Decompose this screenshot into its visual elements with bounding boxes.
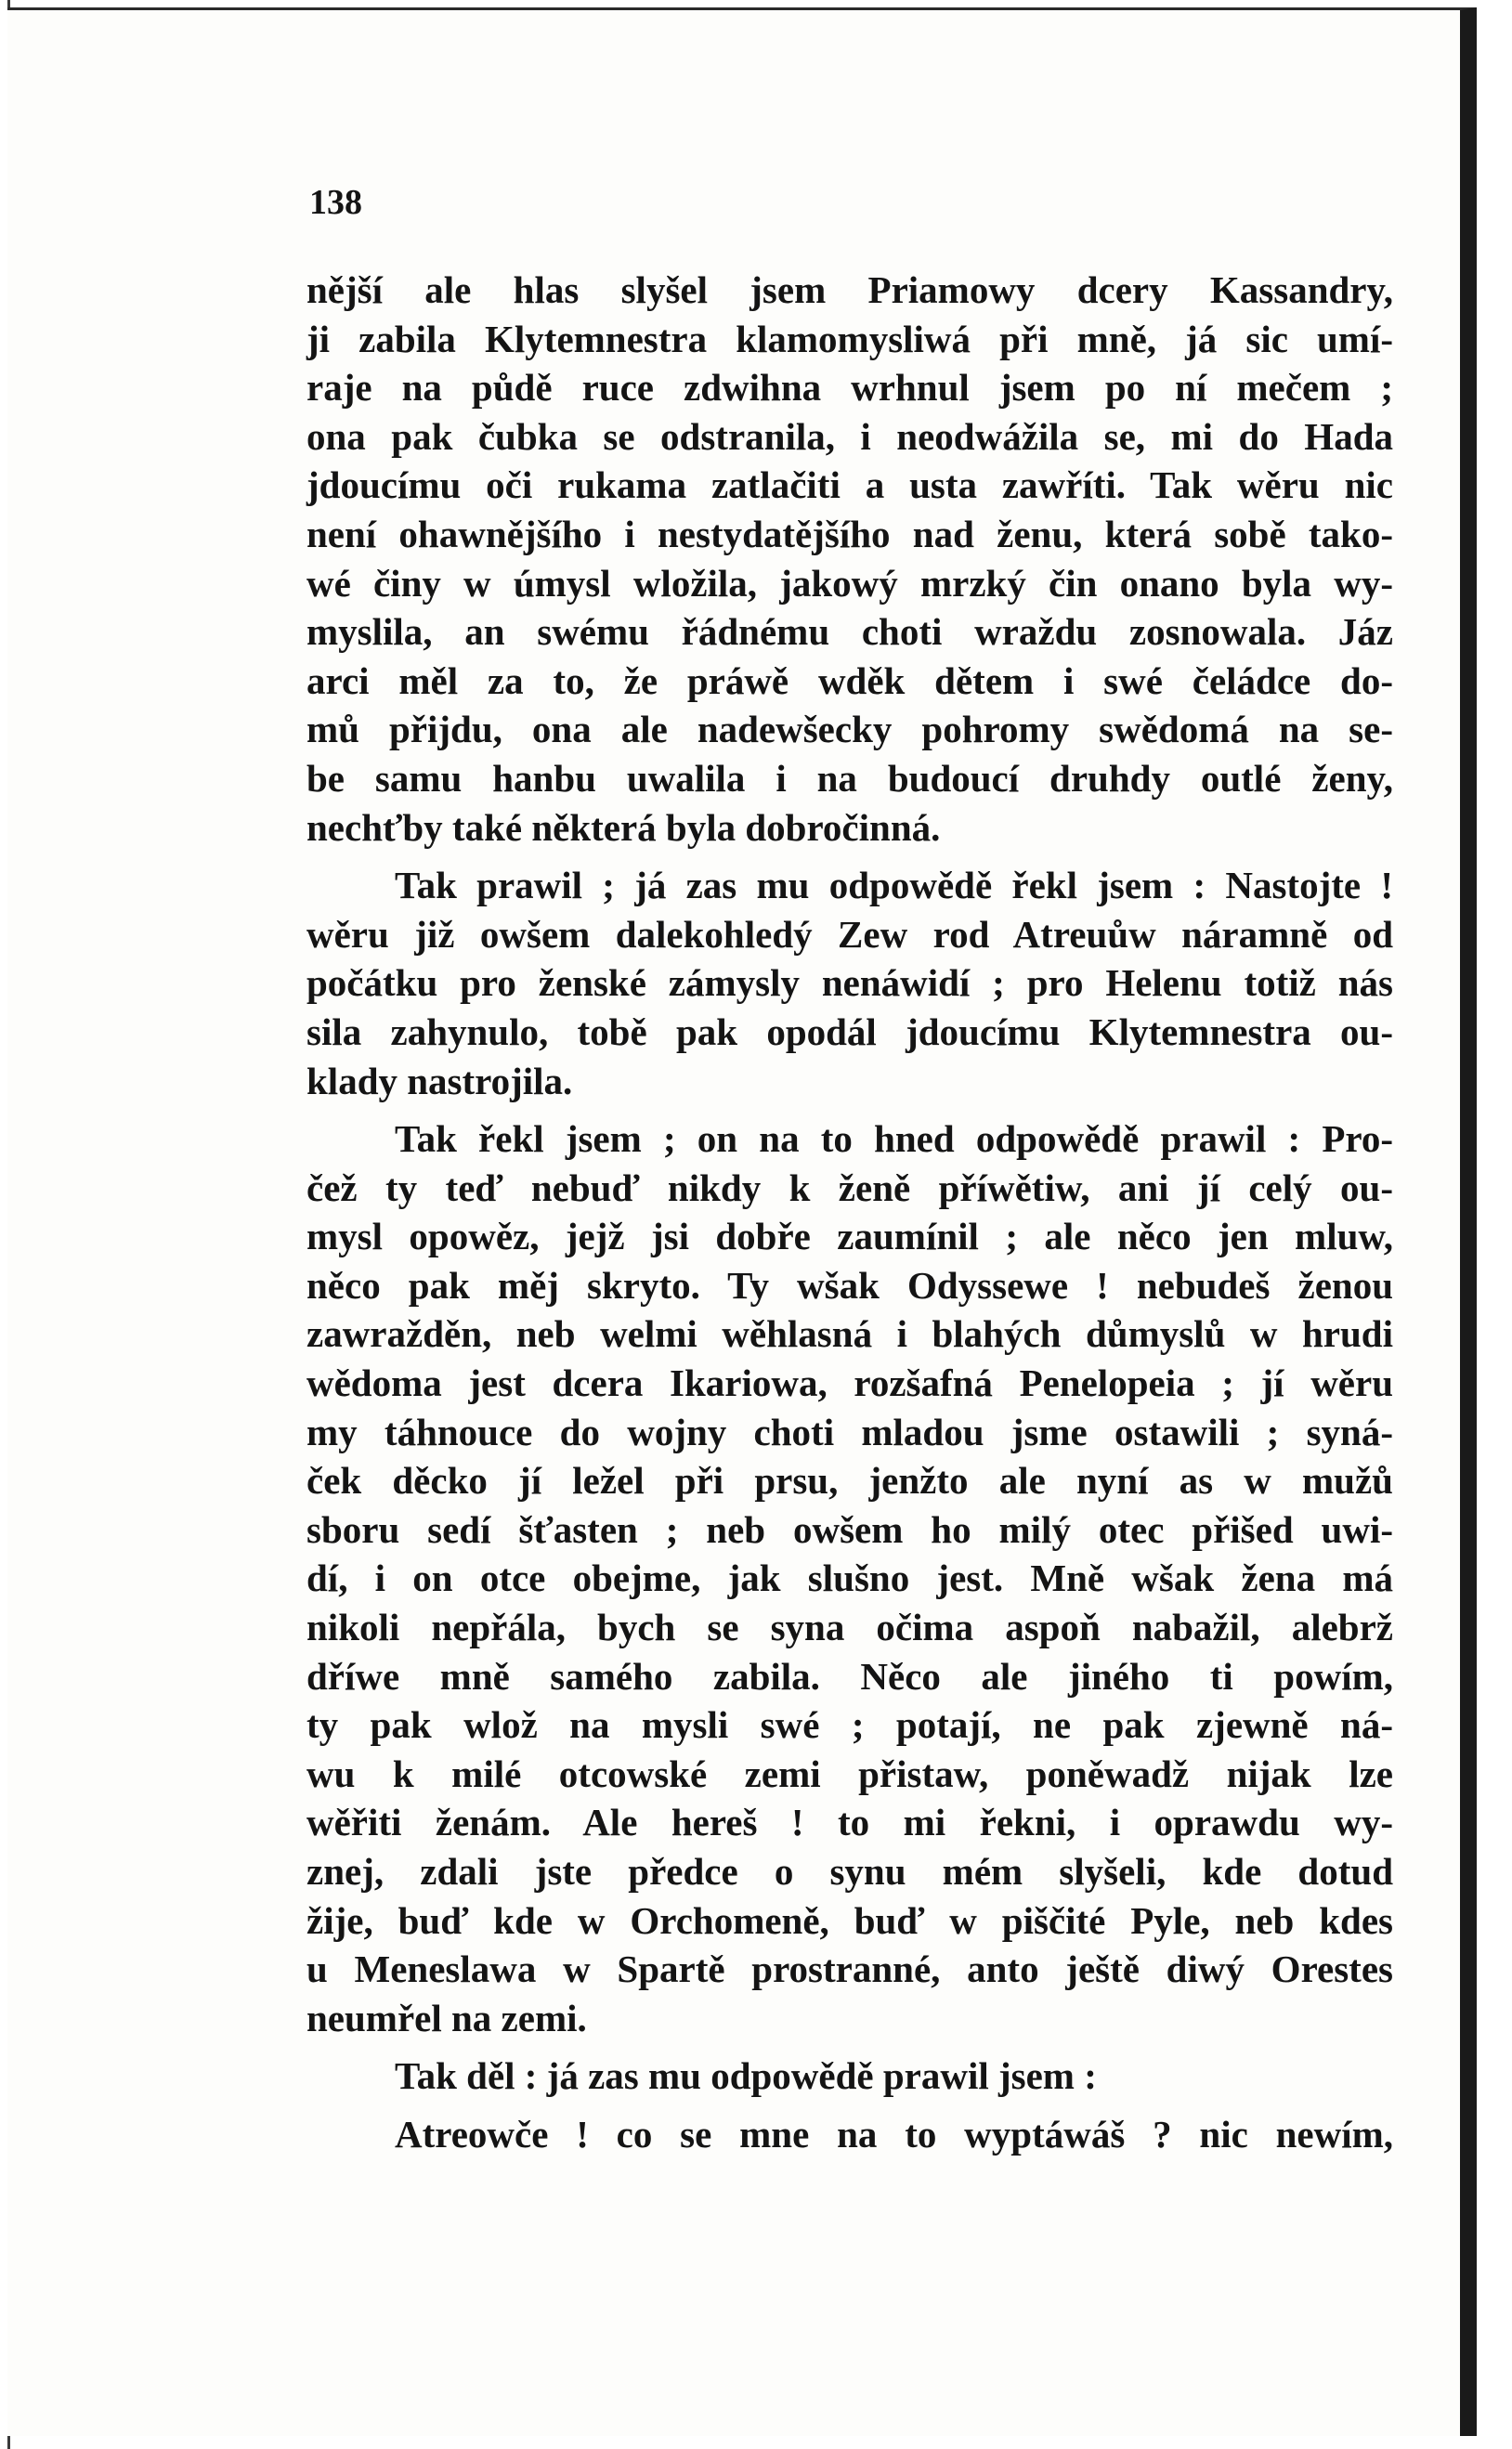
text-line: nechťby také některá byla dobročinná. <box>306 805 941 849</box>
text-line: wěru již owšem dalekohledý Zew rod Atreuůw náramně od <box>306 912 1393 956</box>
text-line: ji zabila Klytemnestra klamomysliwá při mně, já sic umí- <box>306 317 1393 360</box>
text-line: u Meneslawa w Spartě prostranné, anto ještě diwý Orestes <box>306 1947 1393 1991</box>
text-line: raje na půdě ruce zdwihna wrhnul jsem po ní mečem ; <box>306 366 1393 410</box>
text-line: my táhnouce do wojny choti mladou jsme ostawili ; syná- <box>306 1410 1393 1453</box>
text-line: sboru sedí šťasten ; neb owšem ho milý otec přišed uwi- <box>306 1507 1393 1551</box>
text-line: be samu hanbu uwalila i na budoucí druhdy outlé ženy, <box>306 756 1393 800</box>
text-line: sila zahynulo, tobě pak opodál jdoucímu Klytemnestra ou- <box>306 1010 1393 1053</box>
paragraph-4 <box>306 2052 1393 2101</box>
text-line: počátku pro ženské zámysly nenáwidí ; pro Helenu totiž nás <box>306 961 1393 1005</box>
text-line: znej, zdali jste předce o synu mém slyšeli, kde dotud <box>306 1850 1393 1893</box>
text-line: ona pak čubka se odstranila, i neodwážila se, mi do Hada <box>306 414 1393 458</box>
text-line: dříwe mně samého zabila. Něco ale jiného ti powím, <box>306 1654 1393 1698</box>
text-line: ty pak wlož na mysli swé ; potají, ne pak zjewně ná- <box>306 1703 1393 1747</box>
text-line: wěřiti ženám. Ale hereš ! to mi řekni, i oprawdu wy- <box>306 1801 1393 1844</box>
text-line: myslila, an swému řádnému choti wraždu zosnowala. Jáz <box>306 610 1393 654</box>
text-line: wé činy w úmysl wložila, jakowý mrzký čin onano byla wy- <box>306 561 1393 605</box>
text-line: Tak děl : já zas mu odpowědě prawil jsem : <box>395 2054 1097 2098</box>
text-line: mů přijdu, ona ale nadewšecky pohromy swědomá na se- <box>306 708 1393 751</box>
text-line: něco pak měj skryto. Ty wšak Odyssewe ! nebudeš ženou <box>306 1263 1393 1307</box>
text-line: wědoma jest dcera Ikariowa, rozšafná Penelopeia ; jí wěru <box>306 1361 1393 1405</box>
text-line: nikoli nepřála, bych se syna očima aspoň nabažil, alebrž <box>306 1606 1393 1649</box>
text-line: neumřel na zemi. <box>306 1996 587 2039</box>
paragraph-1 <box>306 266 1393 852</box>
paragraph-2 <box>306 861 1393 1105</box>
page-body <box>306 266 1393 2159</box>
text-line: wu k milé otcowské zemi přistaw, poněwadž nijak lze <box>306 1752 1393 1795</box>
text-line: není ohawnějšího i nestydatějšího nad ženu, která sobě tako- <box>306 512 1393 555</box>
text-line: žije, buď kde w Orchomeně, buď w piščité Pyle, neb kdes <box>306 1898 1393 1942</box>
text-line: Atreowče ! co se mne na to wyptáwáš ? nic newím, <box>395 2112 1393 2156</box>
text-line: klady nastrojila. <box>306 1059 573 1102</box>
text-line: čež ty teď nebuď nikdy k ženě příwětiw, ani jí celý ou- <box>306 1166 1393 1209</box>
page-number: 138 <box>309 183 362 222</box>
paragraph-3 <box>306 1114 1393 2042</box>
text-line: arci měl za to, že práwě wděk dětem i swé čeládce do- <box>306 658 1393 702</box>
text-line: zawražděn, neb welmi wěhlasná i blahých důmyslů w hrudi <box>306 1312 1393 1356</box>
text-line: nější ale hlas slyšel jsem Priamowy dcery Kassandry, <box>306 268 1393 311</box>
text-line: jdoucímu oči rukama zatlačiti a usta zawříti. Tak wěru nic <box>306 463 1393 507</box>
text-line: Tak řekl jsem ; on na to hned odpowědě prawil : Pro- <box>395 1117 1393 1161</box>
text-line: Tak prawil ; já zas mu odpowědě řekl jsem : Nastojte ! <box>395 864 1393 907</box>
text-line: mysl opowěz, jejž jsi dobře zaumínil ; ale něco jen mluw, <box>306 1215 1393 1258</box>
text-line: ček děcko jí ležel při prsu, jenžto ale nyní as w mužů <box>306 1459 1393 1503</box>
paragraph-5 <box>306 2110 1393 2159</box>
text-line: dí, i on otce obejme, jak slušno jest. Mně wšak žena má <box>306 1557 1393 1600</box>
